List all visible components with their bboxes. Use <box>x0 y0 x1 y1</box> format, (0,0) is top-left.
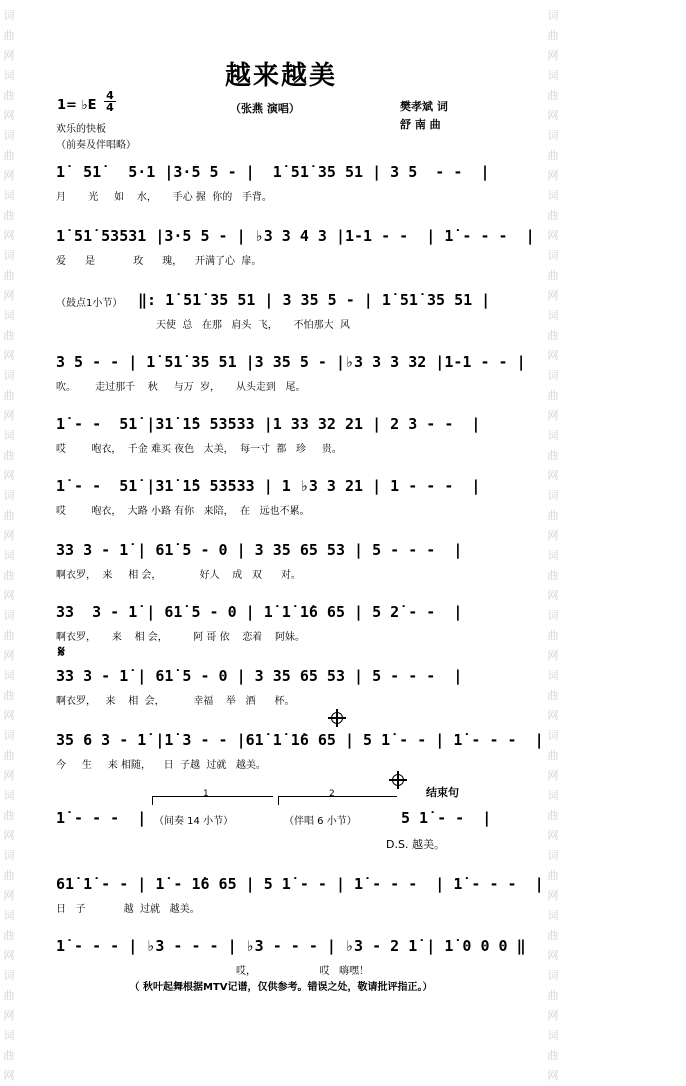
notes-line: 35 6 3 - 1̇ |1̇ 3 - - |61̇ 1̇ 1̇6 65 | 5 1̇ - - | 1̇ - - - | <box>56 731 544 749</box>
lyrics-line: 啊衣罗， 来 相 会， 幸福 举 酒 杯。 <box>56 696 295 707</box>
singer-credit: （张燕 演唱） <box>230 102 300 115</box>
volta-2: 2 <box>278 796 397 805</box>
dal-segno-mark: D.S. 越美。 <box>386 838 445 851</box>
lyrics-line: 啊衣罗， 来 相 会， 好人 成 双 对。 <box>56 570 301 581</box>
watermark-text-left: 词曲网词曲网词曲网词曲网词曲网词曲网词曲网词曲网词曲网词曲网词曲网词曲网词曲网词曲网词曲网词曲网词曲网词曲网 <box>3 9 15 1082</box>
drum-intro-note: （鼓点1小节） <box>56 298 123 309</box>
footer-note: （ 秋叶起舞根据MTV记谱，仅供参考。错误之处，敬请批评指正。） <box>129 982 433 993</box>
lyrics-line: 天使 总 在那 肩头 飞， 不怕那大 风 <box>156 320 351 331</box>
notes-line: 61̇ 1̇ - - | 1̇ - 1̇6 65 | 5 1̇ - - | 1̇ - - - | 1̇ - - - | <box>56 875 544 893</box>
lyrics-line: 爱 是 玫 瑰， 开满了心 扉。 <box>56 256 262 267</box>
lyrics-line: 哎 咆衣， 千金 难买 夜色 太美， 每一寸 都 珍 贵。 <box>56 444 342 455</box>
notes-line: 1̇ - - - | ♭3 - - - | ♭3 - - - | ♭3 - 2 1̇ | 1̇ 0 0 0 ‖ <box>56 937 526 955</box>
ending-label: 结束句 <box>426 786 459 799</box>
notes-line: 1̇ - - 51̇ |31̇ 1̇5 53533 | 1 ♭3 3 21 | 1 - - - | <box>56 477 481 495</box>
lyrics-line: 啊衣罗， 来 相 会， 阿 哥 依 恋着 阿妹。 <box>56 632 306 643</box>
watermark-left <box>0 0 18 1082</box>
composer-credit: 舒 南 曲 <box>400 118 441 131</box>
tempo-marking: 欢乐的快板 <box>56 124 106 135</box>
notes-line: 33 3 - 1̇ | 61̇ 5 - 0 | 3 35 65 53 | 5 - - - | <box>56 667 463 685</box>
volta-1: 1 <box>152 796 273 805</box>
notes-line: 1̇ - - 51̇ |31̇ 1̇5 53533 |1 33 32 21 | 2 3 - - | <box>56 415 481 433</box>
notes-line: 33 3 - 1̇ | 61̇ 5 - 0 | 3 35 65 53 | 5 - - - | <box>56 541 463 559</box>
notes-line: 1̇ 51̇ 5·1 |3·5 5 - | 1̇ 51̇ 35 51 | 3 5 - - | <box>56 163 490 181</box>
notes-line: 1̇ 51̇ 53531 |3·5 5 - | ♭3 3 4 3 |1-1 - - | 1̇ - - - | <box>56 227 535 245</box>
coda-icon <box>331 712 343 724</box>
lyricist-credit: 樊孝斌 词 <box>400 100 448 113</box>
lyrics-line: 哎 咆衣， 大路 小路 有你 来陪， 在 远也不累。 <box>56 506 310 517</box>
watermark-text-right: 词曲网词曲网词曲网词曲网词曲网词曲网词曲网词曲网词曲网词曲网词曲网词曲网词曲网词曲网词曲网词曲网词曲网词曲网 <box>547 9 559 1082</box>
intro-note: （前奏及伴唱略） <box>56 140 136 151</box>
key-signature: 1= ♭E <box>57 98 97 113</box>
lyrics-line: 月 光 如 水， 手心 握 你的 手背。 <box>56 192 272 203</box>
segno-icon: 𝄋 <box>58 642 65 661</box>
time-signature <box>104 90 116 113</box>
notes-line: 3 5 - - | 1̇ 51̇ 35 51 |3 35 5 - |♭3 3 3 32 |1-1 - - | <box>56 353 526 371</box>
page-title: 越来越美 <box>224 61 337 91</box>
meter-top: 4 <box>106 89 114 102</box>
meter-bottom: 4 <box>106 101 114 114</box>
notes-line: 33 3 - 1̇ | 61̇ 5 - 0 | 1̇ 1̇ 1̇6 65 | 5 2̇ - - | <box>56 603 463 621</box>
coda-icon-ending <box>392 774 404 786</box>
lyrics-line: 日 子 越 过就 越美。 <box>56 904 200 915</box>
ending-notes: 5 1̇ - - | <box>401 809 492 827</box>
watermark-right <box>544 0 562 1082</box>
backing-vocal-note: （伴唱 6 小节） <box>284 816 357 827</box>
notes-line: 1̇ - - - | <box>56 809 147 827</box>
interlude-note: （间奏 14 小节） <box>154 816 234 827</box>
lyrics-line: 今 生 来 相随， 日 子越 过就 越美。 <box>56 760 266 771</box>
lyrics-line: 吹。 走过那千 秋 与万 岁， 从头走到 尾。 <box>56 382 306 393</box>
lyrics-line: 哎， 哎 嗨嘿！ <box>236 966 370 977</box>
notes-line: ‖: 1̇ 51̇ 35 51 | 3 35 5 - | 1̇ 51̇ 35 51 | <box>138 291 491 309</box>
